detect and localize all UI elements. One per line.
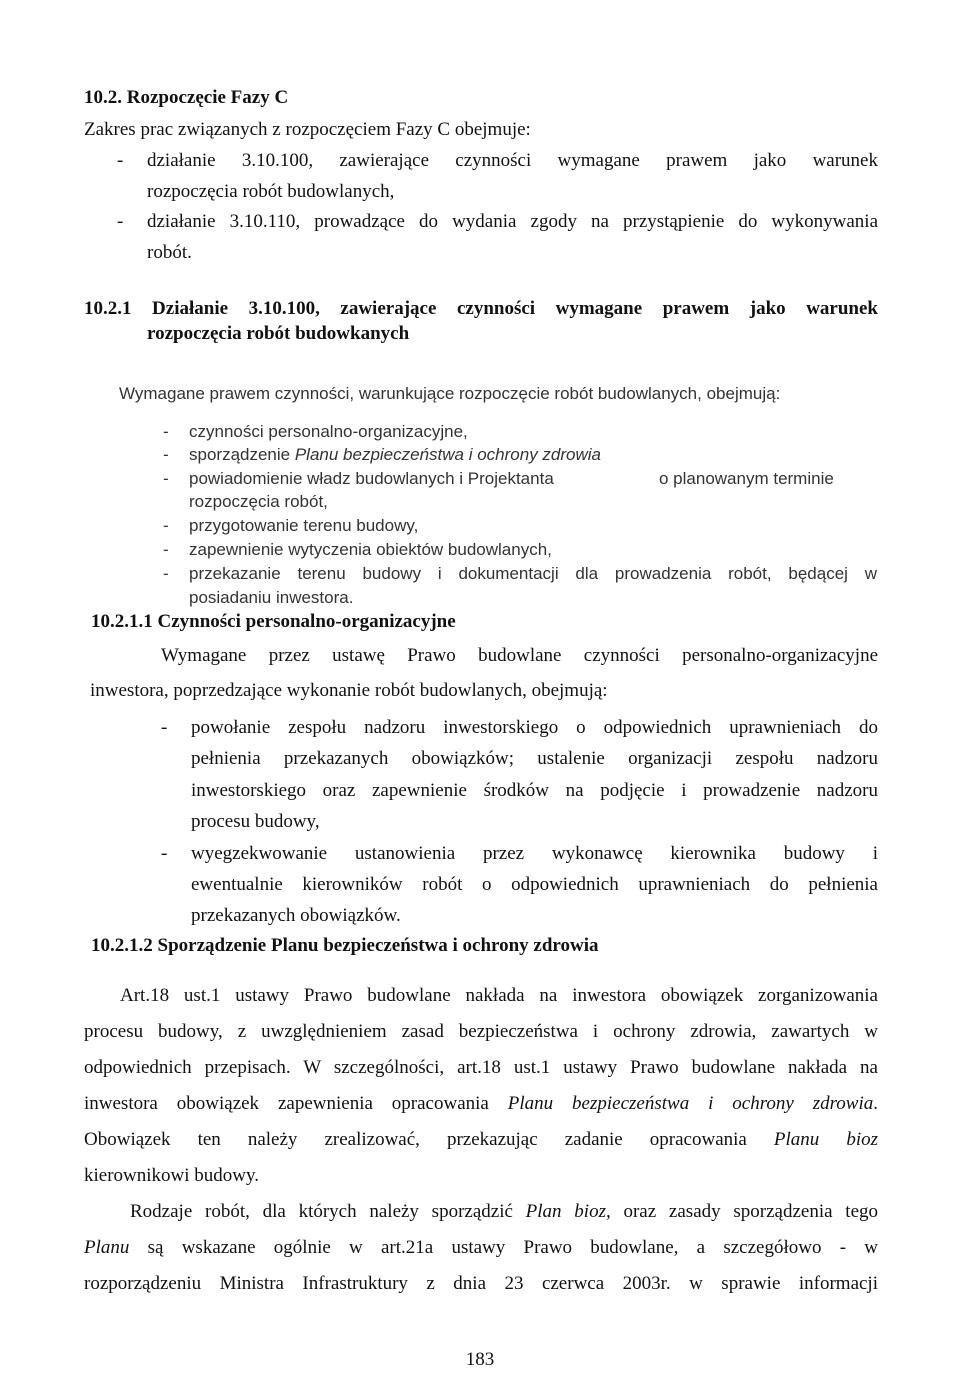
- paragraph-line: odpowiednich przepisach. W szczególności, art.18 ust.1 ustawy Prawo budowlane nakłada na: [84, 1057, 878, 1078]
- section-heading-10-2-1-cont: rozpoczęcia robót budowkanych: [147, 323, 410, 344]
- paragraph-line: Art.18 ust.1 ustawy Prawo budowlane nakłada na inwestora obowiązek zorganizowania: [120, 985, 878, 1006]
- paragraph-line: rozporządzeniu Ministra Infrastruktury z dnia 23 czerwca 2003r. w sprawie informacji: [84, 1273, 878, 1294]
- paragraph-line: [84, 1128, 878, 1152]
- list-bullet-dash: -: [161, 717, 168, 738]
- list-bullet-dash: -: [117, 150, 124, 171]
- paragraph: Wymagane prawem czynności, warunkujące rozpoczęcie robót budowlanych, obejmują:: [119, 384, 781, 403]
- list-bullet-dash: -: [163, 469, 169, 488]
- page-number: 183: [465, 1349, 495, 1370]
- list-item-line: rozpoczęcia robót budowlanych,: [147, 181, 395, 202]
- section-heading-10-2: 10.2. Rozpoczęcie Fazy C: [84, 87, 289, 108]
- list-item-text: sporządzenie: [189, 445, 295, 464]
- list-item-line: procesu budowy,: [191, 811, 320, 832]
- list-item: [189, 443, 601, 467]
- list-item: przygotowanie terenu budowy,: [189, 516, 419, 535]
- plan-bioz-title: Plan bioz,: [525, 1201, 611, 1222]
- list-bullet-dash: -: [161, 843, 168, 864]
- section-heading-10-2-1-1: 10.2.1.1 Czynności personalno-organizacyjne: [91, 611, 456, 632]
- list-bullet-dash: -: [163, 540, 169, 559]
- section-intro: Zakres prac związanych z rozpoczęciem Fazy C obejmuje:: [84, 119, 531, 140]
- list-bullet-dash: -: [117, 211, 124, 232]
- plan-bioz-title: Planu: [84, 1237, 130, 1258]
- paragraph-line: procesu budowy, z uwzględnieniem zasad bezpieczeństwa i ochrony zdrowia, zawartych w: [84, 1021, 878, 1042]
- list-item-line: rozpoczęcia robót,: [189, 492, 328, 511]
- paragraph-text: oraz zasady sporządzenia tego: [610, 1201, 878, 1222]
- paragraph-line: [130, 1200, 878, 1224]
- plan-bioz-title: Planu bioz: [773, 1129, 878, 1150]
- list-item-line: przekazanych obowiązków.: [191, 905, 401, 926]
- paragraph-text: .: [873, 1093, 878, 1114]
- paragraph-text: Rodzaje robót, dla których należy sporządzić: [130, 1201, 526, 1222]
- plan-bioz-title: Planu bezpieczeństwa i ochrony zdrowia: [294, 445, 602, 464]
- list-item-line: działanie 3.10.110, prowadzące do wydania zgody na przystąpienie do wykonywania: [147, 211, 878, 232]
- paragraph-text: są wskazane ogólnie w art.21a ustawy Prawo budowlane, a szczegółowo - w: [129, 1237, 878, 1258]
- list-item: zapewnienie wytyczenia obiektów budowlanych,: [189, 540, 552, 559]
- list-item-line: ewentualnie kierowników robót o odpowiednich uprawnieniach do pełnienia: [191, 874, 878, 895]
- list-bullet-dash: -: [163, 516, 169, 535]
- paragraph-text: Obowiązek ten należy zrealizować, przekazując zadanie opracowania: [84, 1129, 774, 1150]
- plan-bioz-title: Planu bezpieczeństwa i ochrony zdrowia: [507, 1093, 874, 1114]
- list-item-line: pełnienia przekazanych obowiązków; ustalenie organizacji zespołu nadzoru: [191, 748, 878, 769]
- list-item: czynności personalno-organizacyjne,: [189, 422, 468, 441]
- list-item-line: robót.: [147, 242, 192, 263]
- paragraph-line: kierownikowi budowy.: [84, 1165, 260, 1186]
- list-item-line: przekazanie terenu budowy i dokumentacji dla prowadzenia robót, będącej w: [189, 564, 877, 583]
- section-heading-10-2-1-2: 10.2.1.2 Sporządzenie Planu bezpieczeństwa i ochrony zdrowia: [91, 935, 599, 956]
- section-heading-10-2-1: 10.2.1 Działanie 3.10.100, zawierające czynności wymagane prawem jako warunek: [84, 298, 878, 319]
- list-item-line: o planowanym terminie: [659, 469, 834, 488]
- list-item-line: działanie 3.10.100, zawierające czynności wymagane prawem jako warunek: [147, 150, 878, 171]
- paragraph-line: Wymagane przez ustawę Prawo budowlane czynności personalno-organizacyjne: [161, 645, 878, 666]
- list-item-line: inwestorskiego oraz zapewnienie środków na podjęcie i prowadzenie nadzoru: [191, 780, 878, 801]
- paragraph-line: [84, 1236, 878, 1260]
- list-bullet-dash: -: [163, 564, 169, 583]
- paragraph-text: inwestora obowiązek zapewnienia opracowania: [84, 1093, 508, 1114]
- paragraph-line: inwestora, poprzedzające wykonanie robót budowlanych, obejmują:: [90, 680, 608, 701]
- list-item-line: wyegzekwowanie ustanowienia przez wykonawcę kierownika budowy i: [191, 843, 878, 864]
- list-item-line: powiadomienie władz budowlanych i Projektanta: [189, 469, 554, 488]
- list-bullet-dash: -: [163, 422, 169, 441]
- list-item-line: powołanie zespołu nadzoru inwestorskiego o odpowiednich uprawnieniach do: [191, 717, 878, 738]
- list-item-line: posiadaniu inwestora.: [189, 588, 354, 607]
- list-bullet-dash: -: [163, 445, 169, 464]
- paragraph-line: [84, 1092, 878, 1116]
